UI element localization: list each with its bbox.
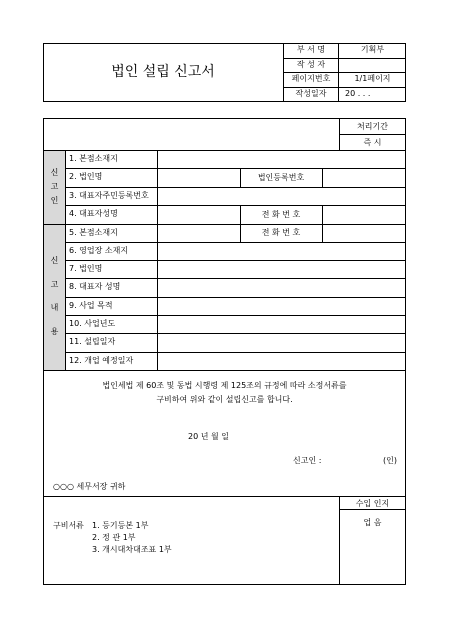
field-input-f10[interactable]: [158, 316, 405, 333]
statement-line-2: 구비하여 위와 같이 설립신고를 합니다.: [156, 395, 293, 404]
section-reporter-char: 인: [50, 196, 59, 205]
field-input-f7[interactable]: [158, 261, 405, 278]
field-label-f3: 3. 대표자주민등록번호: [69, 191, 149, 200]
grid-line: [43, 370, 406, 371]
field-label-f2: 2. 법인명: [69, 172, 103, 181]
field-input-corp-reg-no[interactable]: [323, 169, 405, 187]
field-input-phone-content[interactable]: [323, 225, 405, 242]
field-input-f5[interactable]: [158, 225, 240, 242]
signer-label: 신고인 :: [293, 456, 322, 465]
field-label-corp-reg-no: 법인등록번호: [257, 173, 305, 182]
field-label-f5: 5. 본점소재지: [69, 228, 118, 237]
addressee: ○○○ 세무서장 귀하: [53, 482, 126, 491]
section-content-char: 용: [50, 327, 59, 336]
field-input-f8[interactable]: [158, 279, 405, 297]
attachment-item: 1. 등기등본 1부: [92, 521, 149, 530]
signer-seal: (인): [383, 456, 397, 465]
meta-value-dept: 기획부: [360, 45, 385, 54]
meta-value-page: 1/1페이지: [354, 74, 391, 83]
section-reporter-char: 고: [50, 182, 59, 191]
grid-line: [43, 496, 406, 497]
field-input-f3[interactable]: [158, 188, 405, 205]
field-input-f6[interactable]: [158, 243, 405, 260]
stamp-line: [339, 509, 406, 510]
header-row-line: [283, 72, 406, 73]
field-input-f11[interactable]: [158, 334, 405, 352]
field-label-f6: 6. 영업장 소재지: [69, 246, 129, 255]
field-label-phone-reporter: 전 화 번 호: [261, 210, 301, 219]
field-label-f1: 1. 본점소재지: [69, 154, 118, 163]
meta-label-page: 페이지번호: [291, 74, 331, 83]
field-input-f1[interactable]: [158, 151, 405, 168]
field-label-f12: 12. 개업 예정일자: [69, 356, 134, 365]
field-label-f8: 8. 대표자 성명: [69, 282, 121, 291]
stamp-value: 업 음: [363, 518, 382, 527]
section-content-char: 신: [50, 256, 59, 265]
field-label-f9: 9. 사업 목적: [69, 301, 113, 310]
meta-value-date: 20 . . .: [345, 89, 371, 98]
header-row-line: [283, 87, 406, 88]
stamp-label: 수입 인지: [355, 499, 390, 508]
section-reporter-char: 신: [50, 168, 59, 177]
meta-label-date: 작성일자: [295, 89, 327, 98]
attachment-item: 3. 개시대차대조표 1부: [92, 545, 172, 554]
document-title: 법인 설립 신고서: [111, 64, 215, 80]
meta-label-dept: 부 서 명: [296, 45, 326, 54]
field-label-f11: 11. 설립일자: [69, 337, 116, 346]
statement-date: 20 년 월 일: [188, 432, 229, 441]
field-input-phone-reporter[interactable]: [323, 206, 405, 224]
field-label-f4: 4. 대표자성명: [69, 209, 118, 218]
field-label-f10: 10. 사업년도: [69, 319, 116, 328]
section-content-char: 내: [50, 303, 59, 312]
header-row-line: [283, 58, 406, 59]
content-group-cell: [44, 225, 65, 370]
processing-value: 즉 시: [363, 138, 382, 147]
attachments-label: 구비서류: [53, 521, 84, 530]
processing-label: 처리기간: [357, 122, 388, 131]
field-input-f12[interactable]: [158, 353, 405, 370]
field-input-f4[interactable]: [158, 206, 240, 224]
statement-line-1: 법인세법 제 60조 및 동법 시행령 제 125조의 규정에 따라 소정서류를: [102, 381, 347, 390]
attachment-item: 2. 정 관 1부: [92, 533, 136, 542]
processing-line: [339, 134, 406, 135]
field-input-f9[interactable]: [158, 298, 405, 315]
meta-label-author: 작 성 자: [296, 60, 326, 69]
field-input-f2[interactable]: [158, 169, 240, 187]
field-label-phone-content: 전 화 번 호: [261, 228, 301, 237]
section-content-char: 고: [50, 280, 59, 289]
field-label-f7: 7. 법인명: [69, 264, 103, 273]
